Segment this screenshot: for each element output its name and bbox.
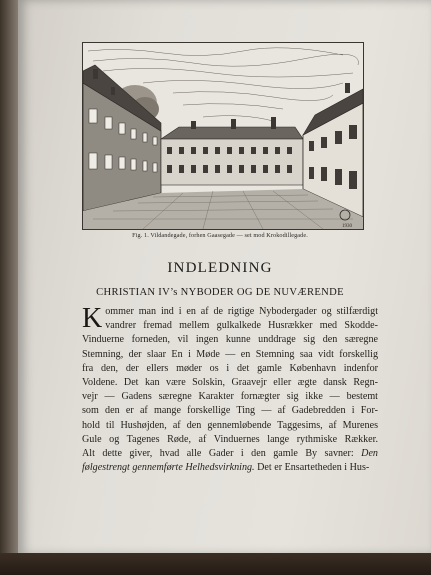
far-house-row bbox=[161, 117, 303, 185]
text-line: fra den, der ellers møder os i det gamle København indenfor bbox=[82, 362, 378, 374]
chapter-title: INDLEDNING bbox=[167, 260, 273, 276]
text-line: Vinduerne forneden, vil ingen kunne unddrage sig den særegne bbox=[82, 334, 378, 346]
figure-caption: Fig. 1. Vildandegade, forhen Gaasegade — set mod Krokodillegade. bbox=[132, 232, 308, 239]
text-line: vejr — Gadens særegne Karakter fornægter sig ikke — bestemt bbox=[82, 391, 378, 403]
table-surface bbox=[0, 553, 431, 575]
text-line: som den er af mange forskellige Ting — af Gadebredden i For- bbox=[82, 405, 378, 417]
text-line bbox=[82, 461, 378, 475]
year-label: 1930 bbox=[342, 224, 352, 229]
text-line: Gule og Tagenes Røde, af Vinduernes lange rythmiske Rækker. bbox=[82, 433, 378, 445]
drop-cap: K bbox=[82, 303, 103, 334]
body-paragraph bbox=[82, 305, 378, 475]
text-run: Det er Ensartetheden i Hus- bbox=[254, 462, 370, 474]
italic-run: følgestrengt gennemførte Helhedsvirkning. bbox=[82, 462, 255, 474]
text-line bbox=[82, 447, 378, 461]
street-illustration bbox=[82, 42, 364, 230]
left-house-row bbox=[83, 65, 161, 211]
text-line: hold til Hushøjden, af den gennemløbende Taggesims, af Murenes bbox=[82, 419, 378, 431]
italic-run: Den bbox=[361, 448, 378, 460]
text-line: Voldene. Det kan være Solskin, Graavejr eller ægte dansk Regn- bbox=[82, 377, 378, 389]
text-line: Stemning, der slaar En i Møde — en Stemning saa vidt forskellig bbox=[82, 348, 378, 360]
text-run: Alt dette giver, hvad alle Gader i den gamle By savner: bbox=[82, 448, 354, 460]
text-line: ommer man ind i en af de rigtige Nybodergader og stilfærdigt bbox=[105, 306, 378, 317]
text-line: vandrer fremad mellem gulkalkede Husrækker med Skodde- bbox=[105, 320, 378, 332]
chapter-subtitle: CHRISTIAN IV’s NYBODER OG DE NUVÆRENDE bbox=[96, 287, 344, 298]
book-spine-edge bbox=[0, 0, 20, 575]
